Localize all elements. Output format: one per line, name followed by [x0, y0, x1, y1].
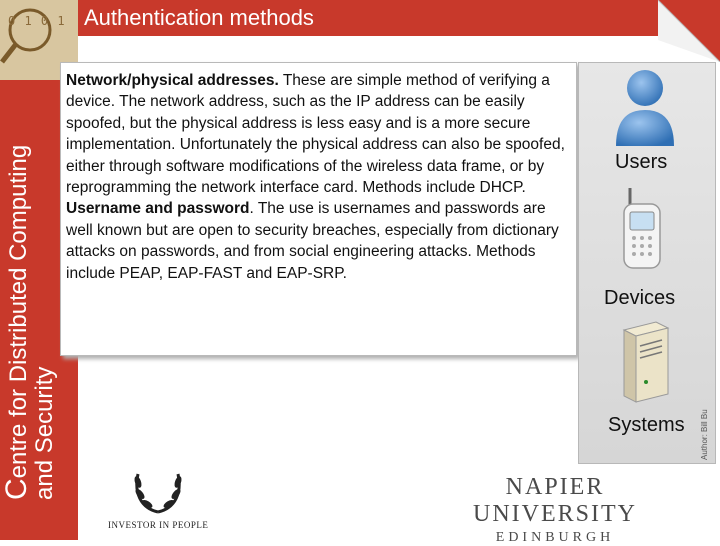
content-text	[66, 70, 566, 284]
sidebar-title-line2: and Security	[31, 366, 58, 500]
university-city: EDINBURGH	[495, 530, 615, 545]
investor-in-people-logo-icon	[130, 460, 186, 516]
para1-body: These are simple method of verifying a device. The network address, such as the IP address can be easily spoofed, but the physical address is less easy and is a more secure implementation. Unfortunately the physical address can also be spoofed, either through software modifications of the wireless data frame, or by reprogramming the network interface card. Methods include DHCP.	[66, 72, 565, 197]
devices-label: Devices	[604, 287, 676, 309]
systems-label: Systems	[608, 414, 685, 436]
napier-logo	[420, 474, 690, 546]
author-credit: Author: Bill Bu	[700, 409, 709, 460]
para1-heading: Network/physical addresses.	[66, 72, 279, 89]
phone-icon	[620, 186, 666, 272]
para2-body: . The use is usernames and passwords are well known but are open to security breaches, especially from dictionary attacks on passwords, and from social engineering attacks. Methods include PEAP, EAP-FAST and EAP-SRP.	[66, 200, 559, 282]
user-icon	[612, 66, 678, 148]
para2-heading: Username and password	[66, 200, 250, 218]
users-label: Users	[615, 151, 668, 173]
page-curl-icon	[658, 0, 720, 62]
page-title: Authentication methods	[78, 0, 658, 36]
sidebar-title-line1: entre for Distributed Computing	[5, 144, 32, 479]
sidebar-title	[0, 144, 58, 500]
university-name: NAPIER UNIVERSITY	[473, 474, 637, 527]
logo-bits: 0 1 0 1	[8, 14, 66, 28]
server-icon	[618, 320, 672, 404]
investor-in-people-text: INVESTOR IN PEOPLE	[108, 520, 209, 530]
sidebar-title-cap: C	[0, 478, 33, 500]
